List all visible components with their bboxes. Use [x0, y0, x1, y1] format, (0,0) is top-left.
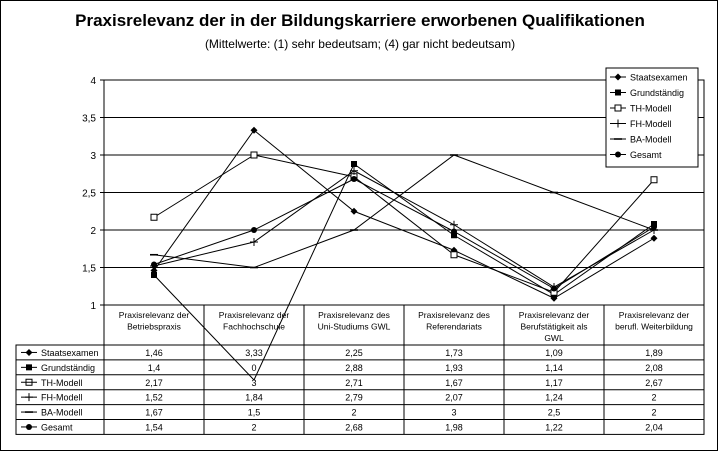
data-point-th-modell — [651, 177, 657, 183]
table-cell-value: 1,98 — [445, 422, 463, 433]
category-label: Praxisrelevanz des — [318, 310, 390, 320]
table-cell-value: 1,67 — [145, 407, 163, 418]
legend-label: Gesamt — [630, 150, 662, 160]
table-cell-value: 2,17 — [145, 377, 163, 388]
table-cell-value: 0 — [251, 362, 257, 373]
table-cell-value: 1,84 — [245, 392, 263, 403]
data-point-gesamt — [451, 229, 457, 235]
category-label: GWL — [544, 333, 564, 343]
table-series-name: Gesamt — [41, 422, 73, 433]
legend-key — [615, 152, 621, 158]
table-cell-value: 2 — [651, 407, 657, 418]
chart-subtitle: (Mittelwerte: (1) sehr bedeutsam; (4) gar nicht bedeutsam) — [204, 37, 516, 51]
data-point-grundst-ndig — [351, 161, 357, 167]
table-series-name: Staatsexamen — [41, 347, 99, 358]
category-label: Praxisrelevanz der — [218, 310, 290, 320]
data-point-th-modell — [151, 214, 157, 220]
table-cell-value: 1,5 — [247, 407, 261, 418]
table-cell-value: 1,4 — [147, 362, 161, 373]
table-cell-value: 2,07 — [445, 392, 463, 403]
table-cell-value: 3 — [451, 407, 457, 418]
table-series-name: Grundständig — [41, 362, 96, 373]
legend-key — [615, 90, 621, 96]
table-series-name: BA-Modell — [41, 407, 83, 418]
category-label: Praxisrelevanz des — [418, 310, 490, 320]
table-cell-value: 2,88 — [345, 362, 363, 373]
table-cell-value: 1,54 — [145, 422, 163, 433]
table-series-name: FH-Modell — [41, 392, 83, 403]
category-label: Betriebspraxis — [127, 321, 181, 332]
category-label: Berufstätigkeit als — [520, 321, 588, 332]
table-cell-value: 1,14 — [545, 362, 563, 373]
category-label: Fachhochschule — [223, 321, 285, 332]
y-tick-label: 4 — [90, 76, 96, 87]
table-cell-value: 1,22 — [545, 422, 563, 433]
data-point-gesamt — [151, 262, 157, 268]
category-label: Praxisrelevanz der — [518, 310, 590, 320]
data-point-th-modell — [451, 252, 457, 258]
table-cell-value: 2,71 — [345, 377, 363, 388]
data-point-gesamt — [551, 286, 557, 292]
category-label: Uni-Studiums GWL — [317, 321, 391, 332]
category-label: Praxisrelevanz der — [118, 310, 190, 320]
legend-label: TH-Modell — [630, 103, 672, 114]
category-label: Referendariats — [426, 321, 482, 332]
legend-label: Staatsexamen — [630, 72, 688, 83]
table-cell-value: 2 — [251, 422, 257, 433]
table-cell-value: 2,5 — [547, 407, 561, 418]
table-cell-value: 2,79 — [345, 392, 363, 403]
y-tick-label: 2 — [90, 226, 96, 237]
chart-title: Praxisrelevanz der in der Bildungskarriere erworbenen Qualifikationen — [75, 11, 645, 30]
table-cell-value: 1,93 — [445, 362, 463, 373]
y-tick-label: 1,5 — [82, 263, 96, 275]
table-cell-value: 3 — [251, 377, 257, 388]
table-cell-value: 2 — [351, 407, 357, 418]
legend-label: FH-Modell — [630, 119, 672, 129]
y-tick-label: 3,5 — [82, 113, 96, 125]
table-cell-value: 2,04 — [645, 422, 663, 433]
data-point-th-modell — [251, 152, 257, 158]
legend-label: Grundständig — [630, 88, 685, 98]
table-cell-value: 2,25 — [345, 347, 363, 358]
data-point-gesamt — [651, 224, 657, 230]
legend-key — [615, 105, 621, 111]
table-cell-value: 3,33 — [245, 347, 263, 358]
table-cell-value: 1,09 — [545, 347, 563, 358]
y-tick-label: 1 — [90, 301, 96, 312]
category-label: Praxisrelevanz der — [618, 310, 690, 320]
data-point-gesamt — [351, 176, 357, 182]
data-point-gesamt — [251, 227, 257, 233]
table-cell-value: 1,73 — [445, 347, 463, 358]
table-cell-value: 1,24 — [545, 392, 563, 403]
data-point-grundst-ndig — [151, 272, 157, 278]
table-cell-value: 2,08 — [645, 362, 663, 373]
y-tick-label: 2,5 — [82, 188, 96, 200]
category-label: berufl. Weiterbildung — [615, 321, 693, 332]
y-tick-label: 3 — [90, 151, 96, 162]
table-cell-value: 2,68 — [345, 422, 363, 433]
table-cell-value: 2,67 — [645, 377, 663, 388]
table-cell-value: 2 — [651, 392, 657, 403]
legend-label: BA-Modell — [630, 134, 672, 145]
table-cell-value: 1,17 — [545, 377, 563, 388]
table-cell-value: 1,46 — [145, 347, 163, 358]
table-cell-value: 1,89 — [645, 347, 663, 358]
table-cell-value: 1,52 — [145, 392, 163, 403]
table-cell-value: 1,67 — [445, 377, 463, 388]
table-series-name: TH-Modell — [41, 377, 83, 388]
